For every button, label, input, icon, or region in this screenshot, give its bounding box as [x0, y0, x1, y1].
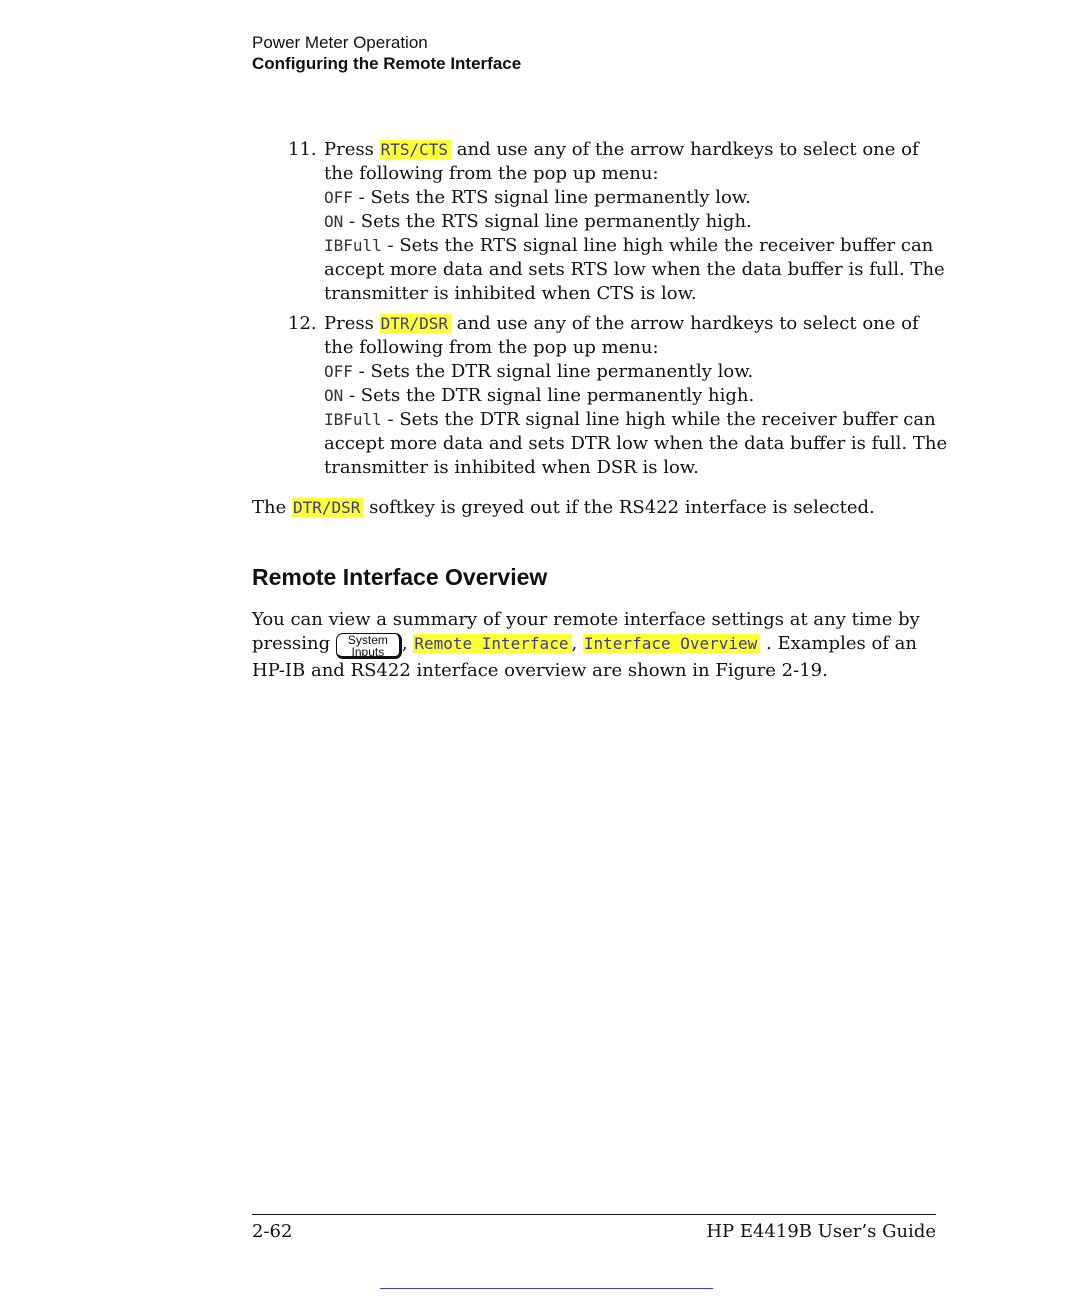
bottom-link-underline[interactable] [380, 1288, 713, 1289]
overview-paragraph: You can view a summary of your remote interface settings at any time by pressing System Inputs , Remote Interface , Interface Overview . Examples of an HP-IB and RS422 interface overview are shown in Figure 2-19. [252, 609, 920, 681]
section-heading: Remote Interface Overview [252, 564, 548, 590]
step-number: 11. [288, 139, 317, 160]
guide-title: HP E4419B User’s Guide [706, 1221, 936, 1242]
step-intro: and use any of the arrow hardkeys to select one of the following from the pop up menu: [324, 313, 919, 358]
option-off: OFF - Sets the DTR signal line permanently low. [324, 361, 754, 382]
option-ibfull: IBFull - Sets the DTR signal line high while the receiver buffer can accept more data and sets DTR low when the data buffer is full. The transmitter is inhibited when DSR is low. [324, 409, 948, 478]
step-number: 12. [288, 313, 317, 334]
press-word: Press [324, 139, 374, 160]
step-list [288, 138, 948, 486]
greyed-out-note: The DTR/DSR softkey is greyed out if the RS422 interface is selected. [252, 497, 875, 518]
dtr-dsr-softkey[interactable]: DTR/DSR [380, 314, 451, 333]
interface-overview-softkey[interactable]: Interface Overview [583, 634, 760, 653]
page-header [252, 32, 521, 74]
remote-interface-softkey[interactable]: Remote Interface [413, 634, 571, 653]
option-on: ON - Sets the DTR signal line permanently high. [324, 385, 755, 406]
option-on: ON - Sets the RTS signal line permanently high. [324, 211, 752, 232]
step-12 [288, 312, 948, 480]
option-ibfull: IBFull - Sets the RTS signal line high while the receiver buffer can accept more data and sets RTS low when the data buffer is full. The transmitter is inhibited when CTS is low. [324, 235, 945, 304]
option-off: OFF - Sets the RTS signal line permanently low. [324, 187, 751, 208]
page-number: 2-62 [252, 1221, 293, 1242]
step-11 [288, 138, 948, 306]
system-inputs-hardkey[interactable]: System Inputs [336, 633, 402, 659]
header-subtitle: Configuring the Remote Interface [252, 54, 522, 73]
step-intro: and use any of the arrow hardkeys to select one of the following from the pop up menu: [324, 139, 919, 184]
footer-divider [252, 1214, 936, 1215]
press-word: Press [324, 313, 374, 334]
header-title: Power Meter Operation [252, 33, 428, 52]
dtr-dsr-softkey-ref[interactable]: DTR/DSR [292, 498, 363, 517]
rts-cts-softkey[interactable]: RTS/CTS [380, 140, 451, 159]
